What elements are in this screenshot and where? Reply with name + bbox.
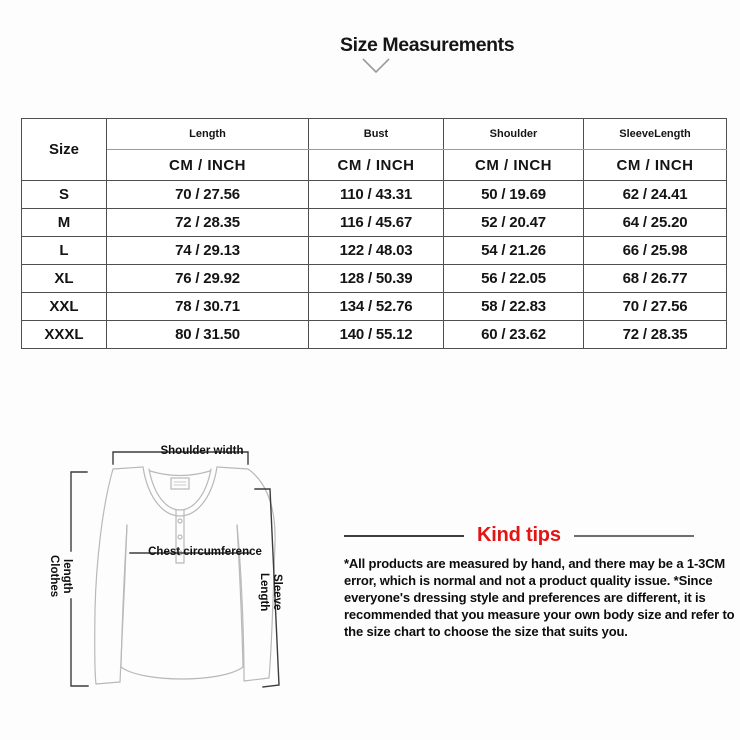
measurement-cell: 52 / 20.47 <box>444 209 584 237</box>
column-header-bust: Bust <box>309 119 444 150</box>
unit-header: CM / INCH <box>309 150 444 181</box>
chevron-down-icon <box>360 57 392 76</box>
table-unit-row <box>22 150 727 181</box>
measurement-cell: 76 / 29.92 <box>107 265 309 293</box>
table-row <box>22 181 727 209</box>
divider-line <box>574 535 694 537</box>
measurement-cell: 78 / 30.71 <box>107 293 309 321</box>
page-title: Size Measurements <box>340 34 515 56</box>
size-cell: XXXL <box>22 321 107 349</box>
table-row <box>22 265 727 293</box>
measurement-cell: 72 / 28.35 <box>107 209 309 237</box>
size-cell: L <box>22 237 107 265</box>
table-row <box>22 293 727 321</box>
column-header-shoulder: Shoulder <box>444 119 584 150</box>
measurement-cell: 134 / 52.76 <box>309 293 444 321</box>
measurement-cell: 64 / 25.20 <box>584 209 727 237</box>
measurement-cell: 60 / 23.62 <box>444 321 584 349</box>
clothes-length-label: Clothes length <box>48 554 73 598</box>
shirt-measurement-diagram <box>30 425 340 740</box>
column-header-sleevelength: SleeveLength <box>584 119 727 150</box>
measurement-cell: 74 / 29.13 <box>107 237 309 265</box>
sleeve-length-label: Sleeve Length <box>258 572 283 612</box>
clothes-length-line <box>71 472 88 686</box>
measurement-cell: 70 / 27.56 <box>107 181 309 209</box>
measurement-cell: 66 / 25.98 <box>584 237 727 265</box>
unit-header: CM / INCH <box>444 150 584 181</box>
measurement-cell: 58 / 22.83 <box>444 293 584 321</box>
size-cell: S <box>22 181 107 209</box>
table-row <box>22 321 727 349</box>
measurement-cell: 110 / 43.31 <box>309 181 444 209</box>
measurement-cell: 72 / 28.35 <box>584 321 727 349</box>
table-row <box>22 209 727 237</box>
measurement-cell: 80 / 31.50 <box>107 321 309 349</box>
kind-tips-heading: Kind tips <box>477 524 561 546</box>
measurement-cell: 70 / 27.56 <box>584 293 727 321</box>
size-cell: XXL <box>22 293 107 321</box>
table-row <box>22 237 727 265</box>
divider-line <box>344 535 464 537</box>
shoulder-width-label: Shoulder width <box>160 445 244 457</box>
measurement-cell: 54 / 21.26 <box>444 237 584 265</box>
kind-tips-text: *All products are measured by hand, and there may be a 1-3CM error, which is normal and not a product quality issue. *Since everyone's dressing style and preferences are different, it is recommended that you measure your own body size and refer to the size chart to choose the size that suits you. <box>344 556 735 639</box>
measurement-cell: 116 / 45.67 <box>309 209 444 237</box>
kind-tips-section <box>344 524 716 547</box>
measurement-cell: 128 / 50.39 <box>309 265 444 293</box>
measurement-cell: 122 / 48.03 <box>309 237 444 265</box>
measurement-cell: 50 / 19.69 <box>444 181 584 209</box>
unit-header: CM / INCH <box>584 150 727 181</box>
column-header-size: Size <box>22 119 107 181</box>
measurement-cell: 140 / 55.12 <box>309 321 444 349</box>
column-header-length: Length <box>107 119 309 150</box>
table-header-row <box>22 119 727 150</box>
measurement-cell: 68 / 26.77 <box>584 265 727 293</box>
size-cell: XL <box>22 265 107 293</box>
measurement-cell: 62 / 24.41 <box>584 181 727 209</box>
size-table <box>21 118 727 349</box>
unit-header: CM / INCH <box>107 150 309 181</box>
size-cell: M <box>22 209 107 237</box>
shirt-outline-drawing <box>30 425 340 740</box>
chest-circumference-label: Chest circumference <box>148 546 262 558</box>
measurement-cell: 56 / 22.05 <box>444 265 584 293</box>
